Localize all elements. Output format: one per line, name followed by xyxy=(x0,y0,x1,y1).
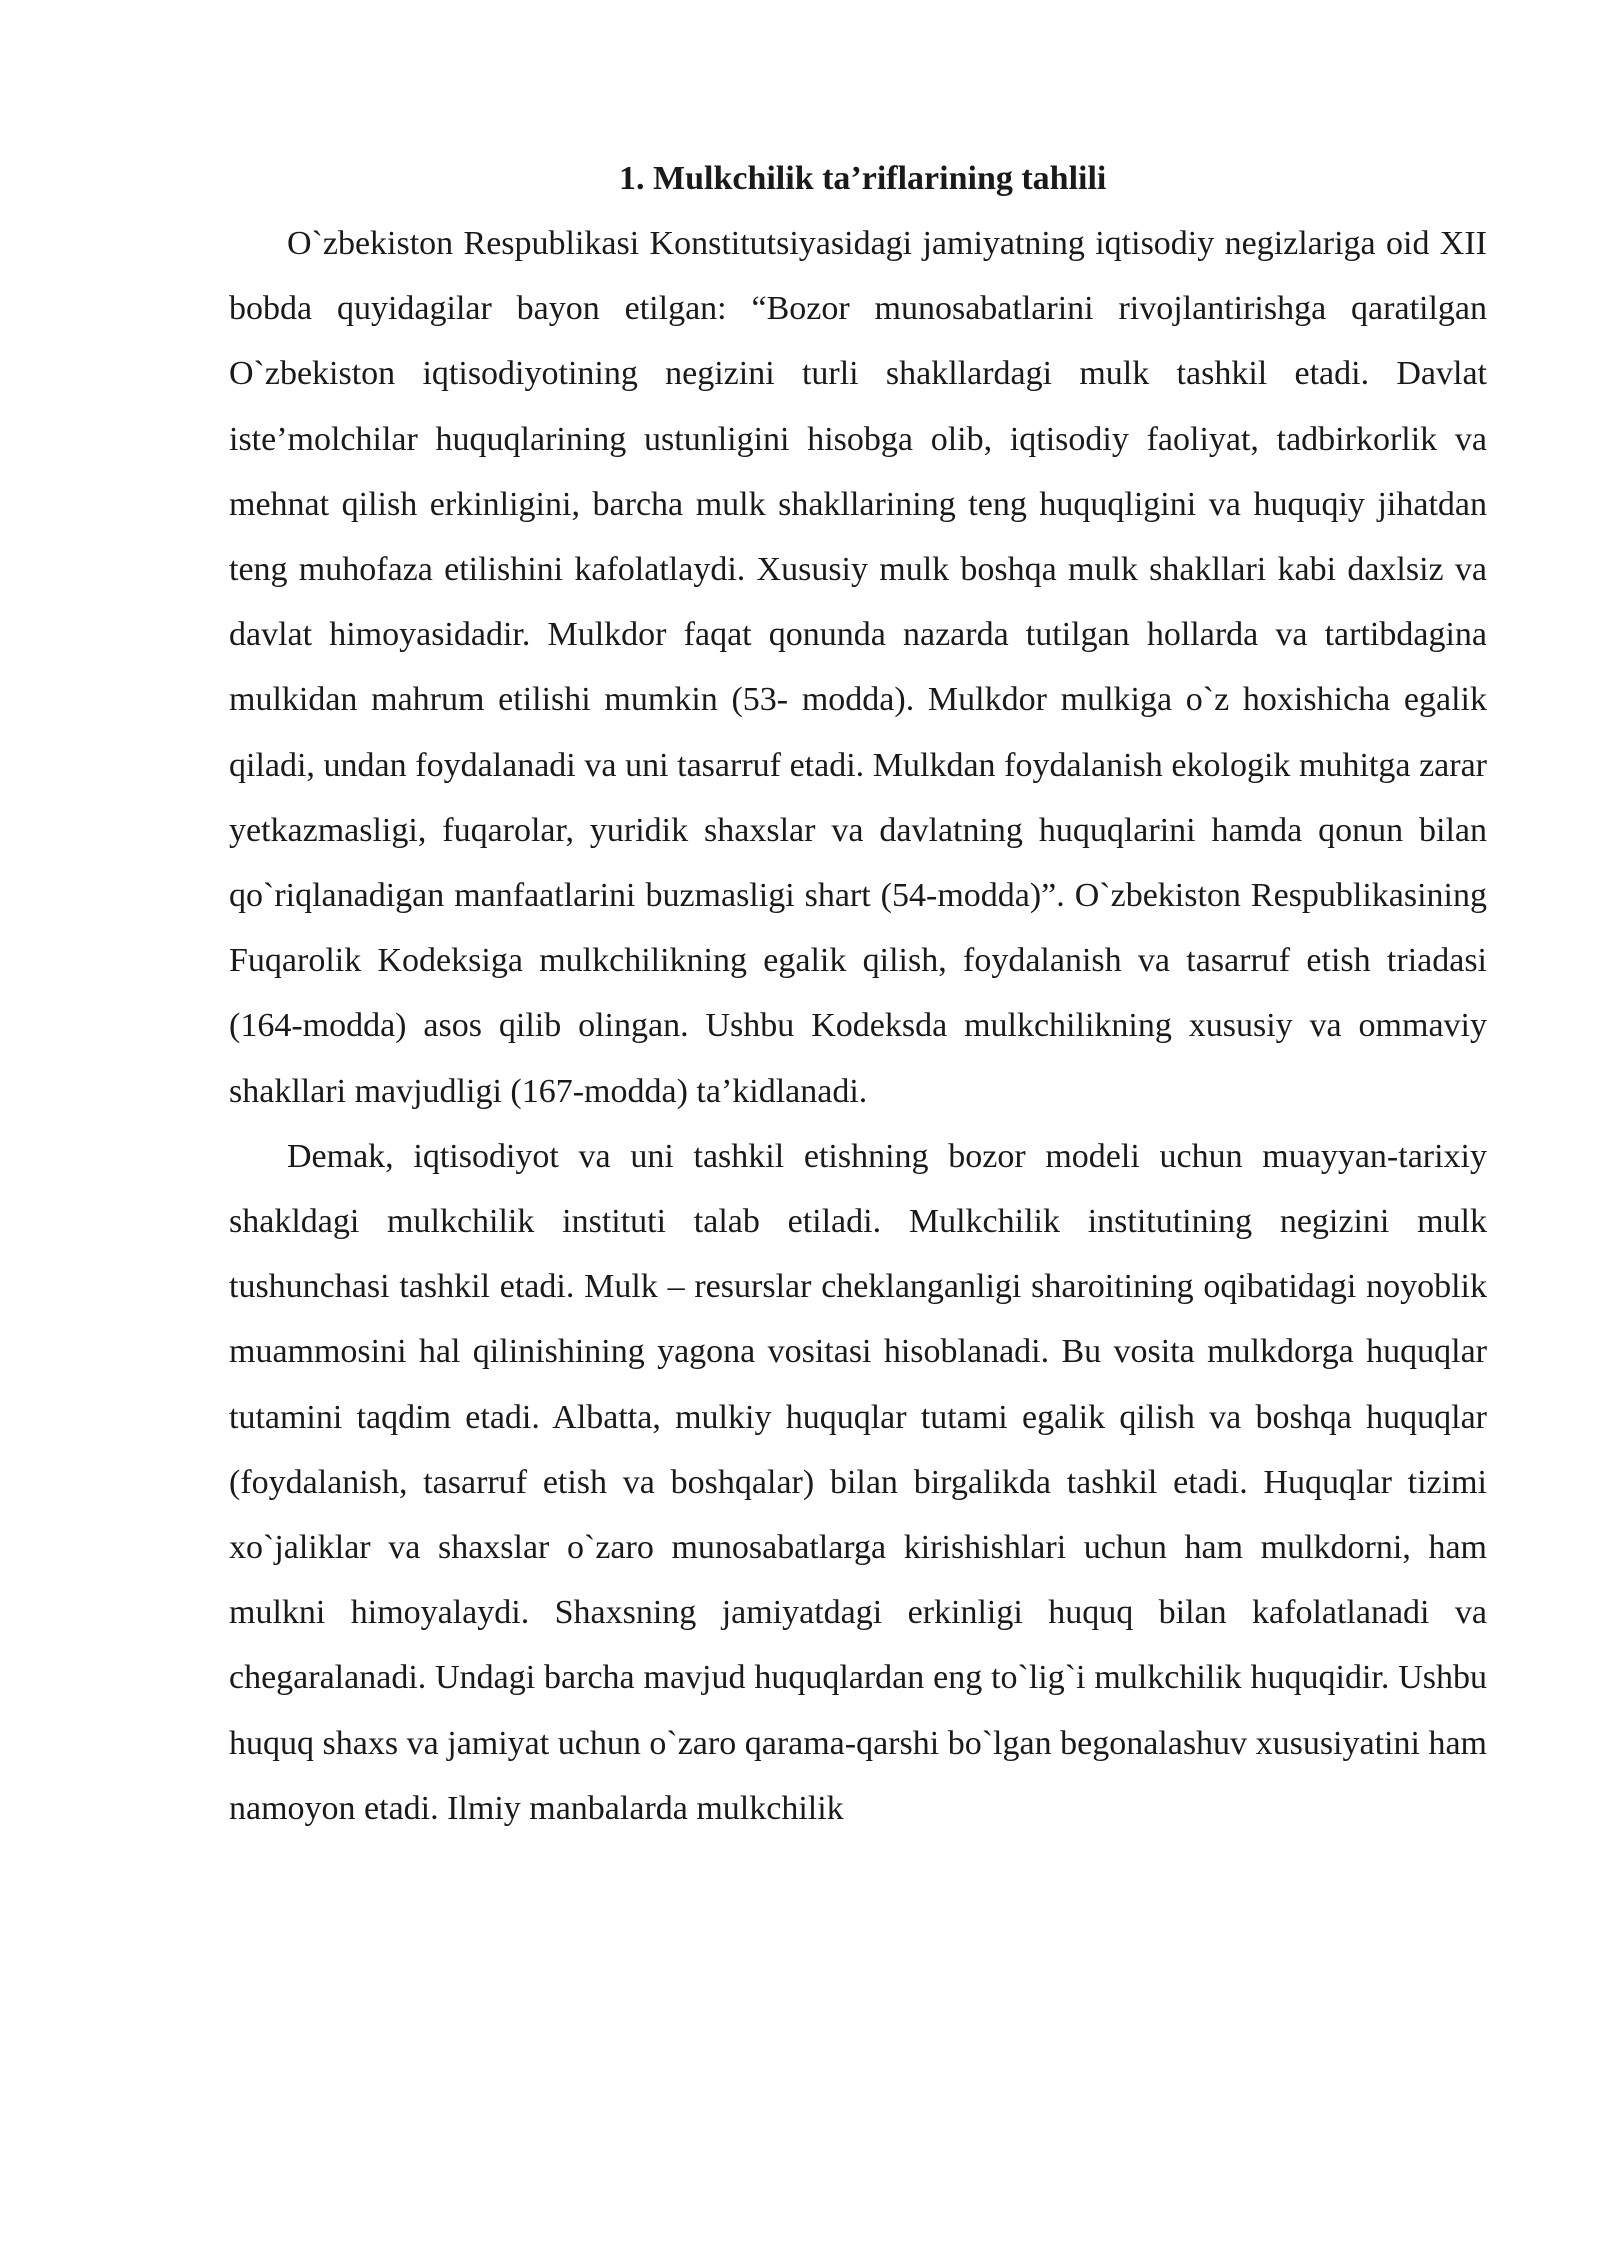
paragraph-property-institute: Demak, iqtisodiyot va uni tashkil etishning bozor modeli uchun muayyan-tarixiy shakldagi mulkchilik instituti talab etiladi. Mulkchilik institutining negizini mulk tushunchasi tashkil etadi. Mulk – resurslar cheklanganligi sharoitining oqibatidagi noyoblik muammosini hal qilinishining yagona vositasi hisoblanadi. Bu vosita mulkdorga huquqlar tutamini taqdim etadi. Albatta, mulkiy huquqlar tutami egalik qilish va boshqa huquqlar (foydalanish, tasarruf etish va boshqalar) bilan birgalikda tashkil etadi. Huquqlar tizimi xo`jaliklar va shaxslar o`zaro munosabatlarga kirishishlari uchun ham mulkdorni, ham mulkni himoyalaydi. Shaxsning jamiyatdagi erkinligi huquq bilan kafolatlanadi va chegaralanadi. Undagi barcha mavjud huquqlardan eng to`lig`i mulkchilik huquqidir. Ushbu huquq shaxs va jamiyat uchun o`zaro qarama-qarshi bo`lgan begonalashuv xususiyatini ham namoyon etadi. Ilmiy manbalarda mulkchilik xyxy=(229,1137,1487,1827)
section-title: 1. Mulkchilik ta’riflarining tahlili xyxy=(619,160,1107,197)
document-body xyxy=(229,146,1487,1841)
paragraph-constitution: O`zbekiston Respublikasi Konstitutsiyasidagi jamiyatning iqtisodiy negizlariga oid XII bobda quyidagilar bayon etilgan: “Bozor munosabatlarini rivojlantirishga qaratilgan O`zbekiston iqtisodiyotining negizini turli shakllardagi mulk tashkil etadi. Davlat iste’molchilar huquqlarining ustunligini hisobga olib, iqtisodiy faoliyat, tadbirkorlik va mehnat qilish erkinligini, barcha mulk shakllarining teng huquqligini va huquqiy jihatdan teng muhofaza etilishini kafolatlaydi. Xususiy mulk boshqa mulk shakllari kabi daxlsiz va davlat himoyasidadir. Mulkdor faqat qonunda nazarda tutilgan hollarda va tartibdagina mulkidan mahrum etilishi mumkin (53- modda). Mulkdor mulkiga o`z hoxishicha egalik qiladi, undan foydalanadi va uni tasarruf etadi. Mulkdan foydalanish ekologik muhitga zarar yetkazmasligi, fuqarolar, yuridik shaxslar va davlatning huquqlarini hamda qonun bilan qo`riqlanadigan manfaatlarini buzmasligi shart (54-modda)”. O`zbekiston Respublikasining Fuqarolik Kodeksiga mulkchilikning egalik qilish, foydalanish va tasarruf etish triadasi (164-modda) asos qilib olingan. Ushbu Kodeksda mulkchilikning xususiy va ommaviy shakllari mavjudligi (167-modda) ta’kidlanadi. xyxy=(229,225,1487,1110)
